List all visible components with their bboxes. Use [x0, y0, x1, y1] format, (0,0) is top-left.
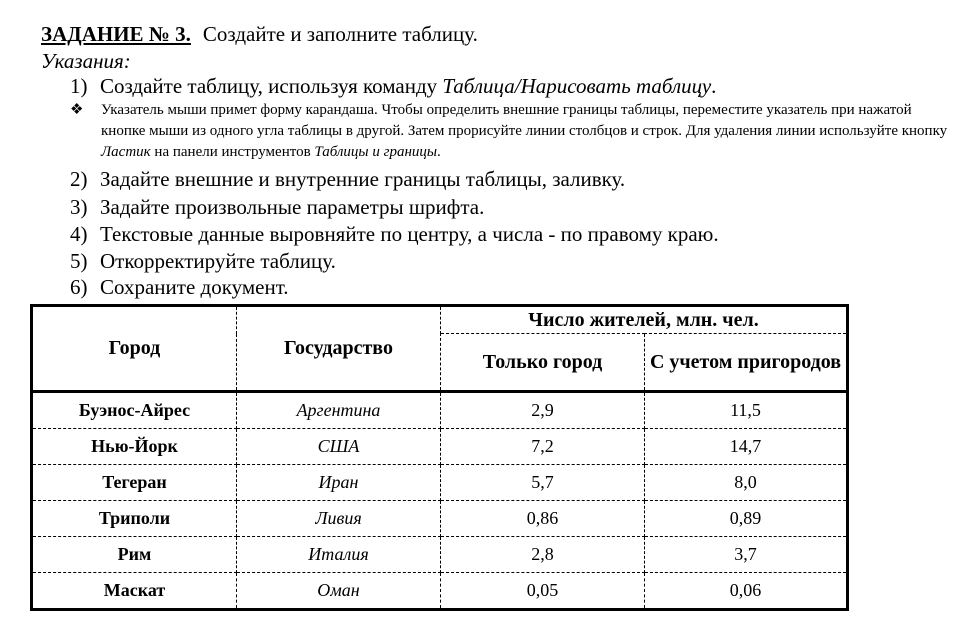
- cell-with-suburbs: 14,7: [645, 429, 848, 465]
- step-text: Откорректируйте таблицу.: [100, 249, 336, 273]
- bullet-icon: ❖: [70, 102, 84, 118]
- step-text: Задайте внешние и внутренние границы таблицы, заливку.: [100, 167, 626, 191]
- table-body: [32, 392, 848, 610]
- table-row: [32, 501, 848, 537]
- header-country: Государство: [237, 306, 441, 392]
- step-1: [70, 74, 716, 99]
- cell-city-only: 2,9: [441, 392, 645, 429]
- cell-country: Оман: [237, 573, 441, 610]
- cell-city-only: 0,05: [441, 573, 645, 610]
- cell-city-only: 7,2: [441, 429, 645, 465]
- cell-city: Нью-Йорк: [32, 429, 237, 465]
- step-number: 3): [70, 195, 88, 219]
- step-number: 2): [70, 167, 88, 191]
- cell-city-only: 0,86: [441, 501, 645, 537]
- cell-city-only: 5,7: [441, 465, 645, 501]
- note-part: Указатель мыши примет форму карандаша. Чтобы определить внешние границы таблицы, переместите указатель при нажатой кнопке мыши из одного угла таблицы в другой. Затем прорисуйте линии столбцов и строк. Для удаления линии используйте кнопку: [101, 102, 948, 139]
- step-text: Текстовые данные выровняйте по центру, а числа - по правому краю.: [100, 222, 719, 246]
- step-text: Создайте таблицу, используя команду: [100, 74, 443, 98]
- task-label: ЗАДАНИЕ № 3.: [41, 22, 191, 46]
- note-part: на панели инструментов: [150, 144, 315, 160]
- table-row: [32, 465, 848, 501]
- step-number: 1): [70, 74, 88, 98]
- table-row: [32, 573, 848, 610]
- cell-country: Италия: [237, 537, 441, 573]
- step-number: 4): [70, 222, 88, 246]
- city-population-table-wrap: [30, 304, 849, 611]
- table-row: [32, 537, 848, 573]
- cell-with-suburbs: 11,5: [645, 392, 848, 429]
- cell-city: Триполи: [32, 501, 237, 537]
- cell-with-suburbs: 3,7: [645, 537, 848, 573]
- header-population: Число жителей, млн. чел.: [441, 306, 848, 334]
- step-number: 5): [70, 249, 88, 273]
- step-3: [70, 195, 484, 220]
- table-row: [32, 392, 848, 429]
- cell-with-suburbs: 8,0: [645, 465, 848, 501]
- header-city-only: Только город: [441, 334, 645, 392]
- cell-city: Рим: [32, 537, 237, 573]
- note-block: [70, 100, 950, 163]
- step-text: Задайте произвольные параметры шрифта.: [100, 195, 485, 219]
- cell-country: Иран: [237, 465, 441, 501]
- step-command: Таблица/Нарисовать таблицу: [442, 74, 712, 98]
- task-text: Создайте и заполните таблицу.: [202, 22, 478, 46]
- step-text: Сохраните документ.: [100, 275, 289, 299]
- step-2: [70, 167, 625, 192]
- cell-with-suburbs: 0,06: [729, 580, 762, 600]
- header-city: Город: [32, 306, 237, 392]
- header-with-suburbs: С учетом пригородов: [645, 334, 848, 392]
- cell-country: Аргентина: [237, 392, 441, 429]
- table-row: [32, 429, 848, 465]
- eraser-term: Ластик: [101, 144, 151, 160]
- step-5: [70, 249, 336, 274]
- cell-city-only: 2,8: [441, 537, 645, 573]
- step-6: [70, 275, 289, 300]
- cell-country: Ливия: [237, 501, 441, 537]
- cell-with-suburbs: 0,89: [645, 501, 848, 537]
- note-part: .: [437, 144, 441, 160]
- cell-country: США: [237, 429, 441, 465]
- task-title: [41, 22, 478, 47]
- city-population-table: [30, 304, 849, 611]
- step-text-end: .: [711, 74, 717, 98]
- step-4: [70, 222, 719, 247]
- toolbar-term: Таблицы и границы: [314, 144, 438, 160]
- cell-city: Маскат: [32, 573, 237, 610]
- cell-city: Тегеран: [32, 465, 237, 501]
- step-number: 6): [70, 275, 88, 299]
- note-text: [101, 100, 950, 163]
- hints-label: Указания:: [41, 49, 131, 73]
- cell-city: Буэнос-Айрес: [32, 392, 237, 429]
